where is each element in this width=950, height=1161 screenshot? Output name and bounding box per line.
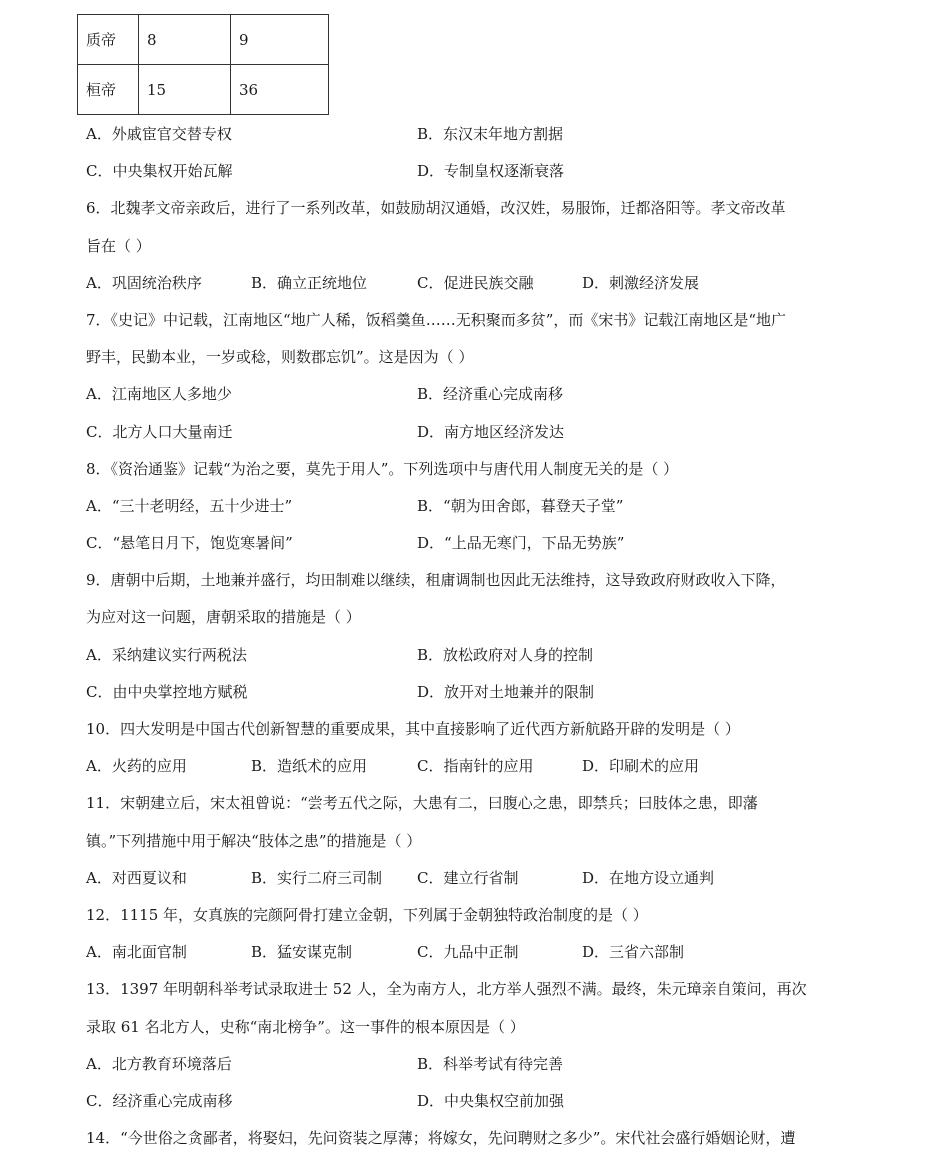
option-d: D．印刷术的应用 — [582, 757, 700, 776]
option-b: B．实行二府三司制 — [251, 868, 383, 887]
question-stem: 9．唐朝中后期，土地兼并盛行，均田制难以继续，租庸调制也因此无法维持，这导致政府财政收入下降， — [86, 571, 786, 590]
options-row — [86, 934, 886, 971]
option-c: C．中央集权开始瓦解 — [86, 162, 233, 181]
options-row — [86, 376, 886, 413]
option-d: D．“上品无寒门，下品无势族” — [417, 534, 625, 553]
question-stem: 野丰，民勤本业，一岁或稔，则数郡忘饥”。这是因为（ ） — [86, 348, 474, 367]
table-cell: 36 — [231, 65, 329, 115]
table-cell: 9 — [231, 15, 329, 65]
question-stem: 旨在（ ） — [86, 236, 151, 255]
option-b: B．猛安谋克制 — [251, 943, 353, 962]
option-d: D．刺激经济发展 — [582, 273, 700, 292]
option-a: A．采纳建议实行两税法 — [86, 645, 247, 664]
data-table — [77, 14, 329, 115]
table-cell: 质帝 — [78, 15, 139, 65]
option-d: D．中央集权空前加强 — [417, 1091, 565, 1110]
question-stem: 12．1115 年，女真族的完颜阿骨打建立金朝，下列属于金朝独特政治制度的是（ ） — [86, 905, 648, 924]
table-cell: 桓帝 — [78, 65, 139, 115]
question-stem: 6．北魏孝文帝亲政后，进行了一系列改革，如鼓励胡汉通婚，改汉姓，易服饰，迁都洛阳等。孝文帝改革 — [86, 199, 786, 218]
option-c: C．北方人口大量南迁 — [86, 422, 233, 441]
options-row — [86, 637, 886, 674]
option-d: D．专制皇权逐渐衰落 — [417, 162, 565, 181]
table-cell: 15 — [139, 65, 231, 115]
question-stem: 镇。”下列措施中用于解决“肢体之患”的措施是（ ） — [86, 831, 422, 850]
question-stem: 为应对这一问题，唐朝采取的措施是（ ） — [86, 608, 361, 627]
option-a: A．江南地区人多地少 — [86, 385, 232, 404]
option-c: C．九品中正制 — [417, 943, 519, 962]
question-stem: 11．宋朝建立后，宋太祖曾说：“尝考五代之际，大患有二，曰腹心之患，即禁兵；曰肢体之患，即藩 — [86, 794, 758, 813]
options-row — [86, 674, 886, 711]
question-list — [86, 116, 886, 1157]
options-row — [86, 488, 886, 525]
question-stem: 7．《史记》中记载，江南地区“地广人稀，饭稻羹鱼……无积聚而多贫”，而《宋书》记载江南地区是“地广 — [86, 310, 787, 329]
question-stem: 8．《资治通鉴》记载“为治之要，莫先于用人”。下列选项中与唐代用人制度无关的是（ ） — [86, 459, 679, 478]
question-stem: 录取 61 名北方人，史称“南北榜争”。这一事件的根本原因是（ ） — [86, 1017, 525, 1036]
options-row — [86, 525, 886, 562]
option-a: A．巩固统治秩序 — [86, 273, 202, 292]
option-a: A．外戚宦官交替专权 — [86, 125, 232, 143]
options-row — [86, 1046, 886, 1083]
option-a: A．“三十老明经，五十少进士” — [86, 496, 293, 515]
question-stem: 13．1397 年明朝科举考试录取进士 52 人，全为南方人，北方举人强烈不满。最终，朱元璋亲自策问，再次 — [86, 980, 807, 999]
option-c: C．经济重心完成南移 — [86, 1091, 233, 1110]
option-d: D．南方地区经济发达 — [417, 422, 565, 441]
option-a: A．对西夏议和 — [86, 868, 187, 887]
option-b: B．造纸术的应用 — [251, 757, 368, 776]
table-row — [78, 15, 329, 65]
options-row — [86, 748, 886, 785]
option-a: A．南北面官制 — [86, 943, 187, 962]
option-c: C．建立行省制 — [417, 868, 519, 887]
option-c: C．由中央掌控地方赋税 — [86, 682, 248, 701]
option-b: B．放松政府对人身的控制 — [417, 645, 594, 664]
question-stem: 10．四大发明是中国古代创新智慧的重要成果，其中直接影响了近代西方新航路开辟的发明是（ ） — [86, 720, 740, 738]
question-stem: 14．“今世俗之贪鄙者，将娶妇，先问资装之厚薄；将嫁女，先问聘财之多少”。宋代社会盛行婚姻论财，遭 — [86, 1129, 796, 1148]
option-b: B．科举考试有待完善 — [417, 1054, 564, 1073]
option-c: C．“悬笔日月下，饱览寒暑间” — [86, 534, 293, 553]
options-row — [86, 414, 886, 451]
options-row — [86, 265, 886, 302]
option-b: B．经济重心完成南移 — [417, 385, 564, 404]
option-d: D．在地方设立通判 — [582, 868, 715, 887]
option-d: D．放开对土地兼并的限制 — [417, 682, 595, 701]
table-row — [78, 65, 329, 115]
option-c: C．促进民族交融 — [417, 273, 534, 292]
options-row — [86, 116, 886, 153]
option-b: B．“朝为田舍郎，暮登天子堂” — [417, 496, 624, 515]
option-a: A．火药的应用 — [86, 757, 187, 776]
options-row — [86, 153, 886, 190]
option-b: B．东汉末年地方割据 — [417, 125, 564, 143]
table-cell: 8 — [139, 15, 231, 65]
option-b: B．确立正统地位 — [251, 273, 368, 292]
options-row — [86, 1083, 886, 1120]
option-d: D．三省六部制 — [582, 943, 685, 962]
option-a: A．北方教育环境落后 — [86, 1054, 232, 1073]
options-row — [86, 860, 886, 897]
option-c: C．指南针的应用 — [417, 757, 534, 776]
